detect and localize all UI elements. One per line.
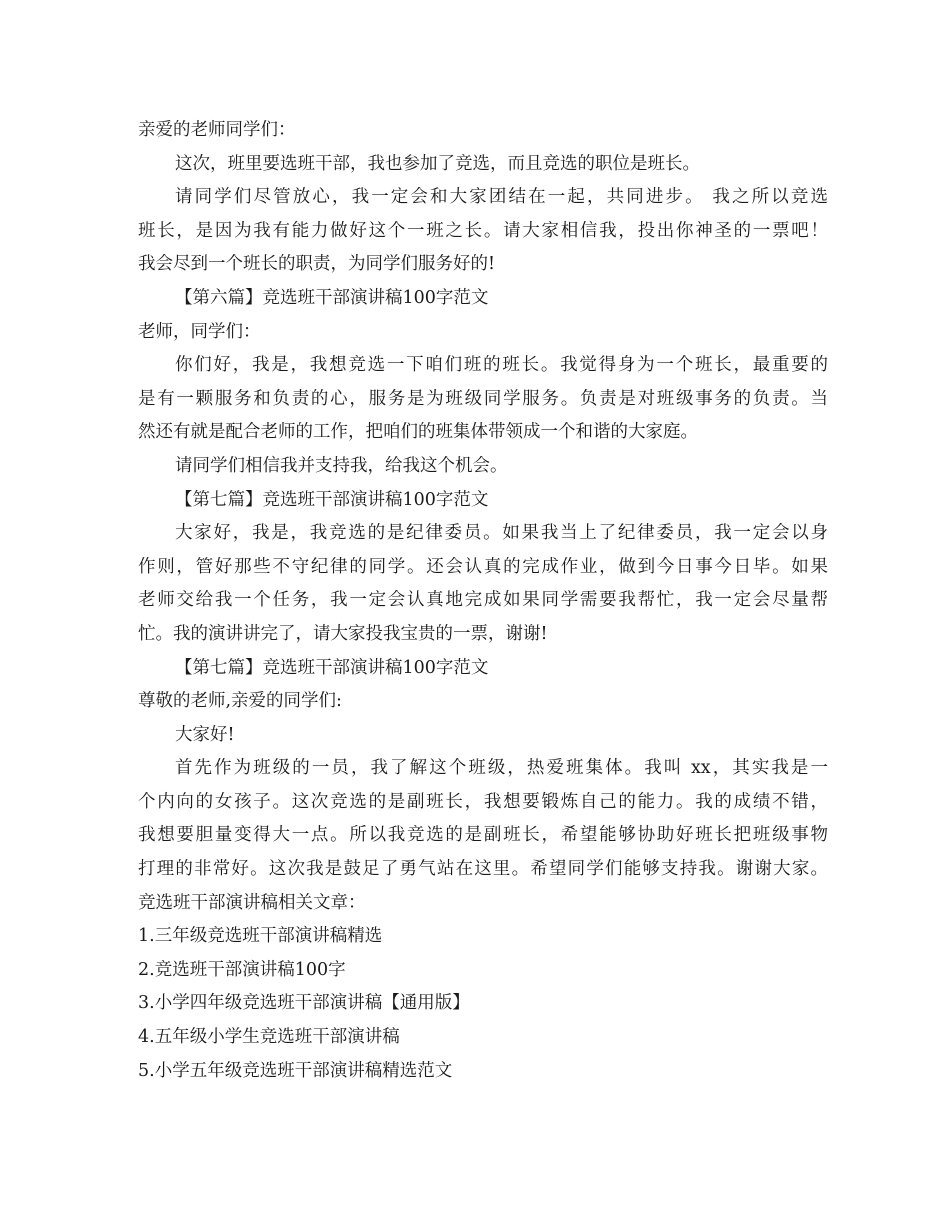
paragraph-line: 作则，管好那些不守纪律的同学。还会认真的完成作业，做到今日事今日毕。如果: [138, 556, 828, 577]
related-article-link[interactable]: 1.三年级竞选班干部演讲稿精选: [138, 926, 383, 947]
paragraph-line: 我想要胆量变得大一点。所以我竞选的是副班长，希望能够协助好班长把班级事物: [138, 825, 828, 846]
paragraph-line: 是有一颗服务和负责的心，服务是为班级同学服务。负责是对班级事务的负责。当: [138, 388, 828, 409]
related-article-link[interactable]: 5.小学五年级竞选班干部演讲稿精选范文: [138, 1060, 453, 1081]
paragraph-line: 我会尽到一个班长的职责，为同学们服务好的!: [138, 254, 496, 275]
section-heading: 【第七篇】竞选班干部演讲稿100字范文: [175, 489, 489, 510]
salutation: 尊敬的老师,亲爱的同学们:: [138, 691, 342, 712]
paragraph-line: 大家好!: [175, 724, 235, 745]
paragraph-line: 请同学们尽管放心，我一定会和大家团结在一起，共同进步。 我之所以竞选: [175, 187, 828, 208]
section-heading: 【第七篇】竞选班干部演讲稿100字范文: [175, 657, 489, 678]
salutation: 亲爱的老师同学们：: [138, 120, 296, 140]
paragraph-line: 这次，班里要选班干部，我也参加了竞选，而且竞选的职位是班长。: [175, 153, 700, 174]
paragraph-line: 首先作为班级的一员，我了解这个班级，热爱班集体。我叫 xx，其实我是一: [175, 758, 828, 779]
related-article-link[interactable]: 3.小学四年级竞选班干部演讲稿【通用版】: [138, 993, 470, 1014]
related-articles-heading: 竞选班干部演讲稿相关文章：: [138, 892, 366, 913]
related-article-link[interactable]: 4.五年级小学生竞选班干部演讲稿: [138, 1027, 400, 1048]
paragraph-line: 老师交给我一个任务，我一定会认真地完成如果同学需要我帮忙，我一定会尽量帮: [138, 590, 828, 611]
paragraph-line: 班长，是因为我有能力做好这个一班之长。请大家相信我，投出你神圣的一票吧！: [138, 220, 828, 241]
paragraph-line: 然还有就是配合老师的工作，把咱们的班集体带领成一个和谐的大家庭。: [138, 422, 698, 443]
paragraph-line: 大家好，我是，我竞选的是纪律委员。如果我当上了纪律委员，我一定会以身: [175, 523, 828, 544]
paragraph-line: 你们好，我是，我想竞选一下咱们班的班长。我觉得身为一个班长，最重要的: [175, 355, 828, 376]
salutation: 老师，同学们：: [138, 321, 261, 342]
paragraph-line: 个内向的女孩子。这次竞选的是副班长，我想要锻炼自己的能力。我的成绩不错，: [138, 791, 828, 812]
paragraph-line: 打理的非常好。这次我是鼓足了勇气站在这里。希望同学们能够支持我。谢谢大家。: [138, 859, 828, 880]
related-article-link[interactable]: 2.竞选班干部演讲稿100字: [138, 959, 346, 980]
section-heading: 【第六篇】竞选班干部演讲稿100字范文: [175, 287, 489, 308]
document-body: [138, 114, 828, 1088]
paragraph-line: 请同学们相信我并支持我，给我这个机会。: [175, 455, 508, 476]
paragraph-line: 忙。我的演讲讲完了，请大家投我宝贵的一票，谢谢!: [138, 623, 548, 644]
